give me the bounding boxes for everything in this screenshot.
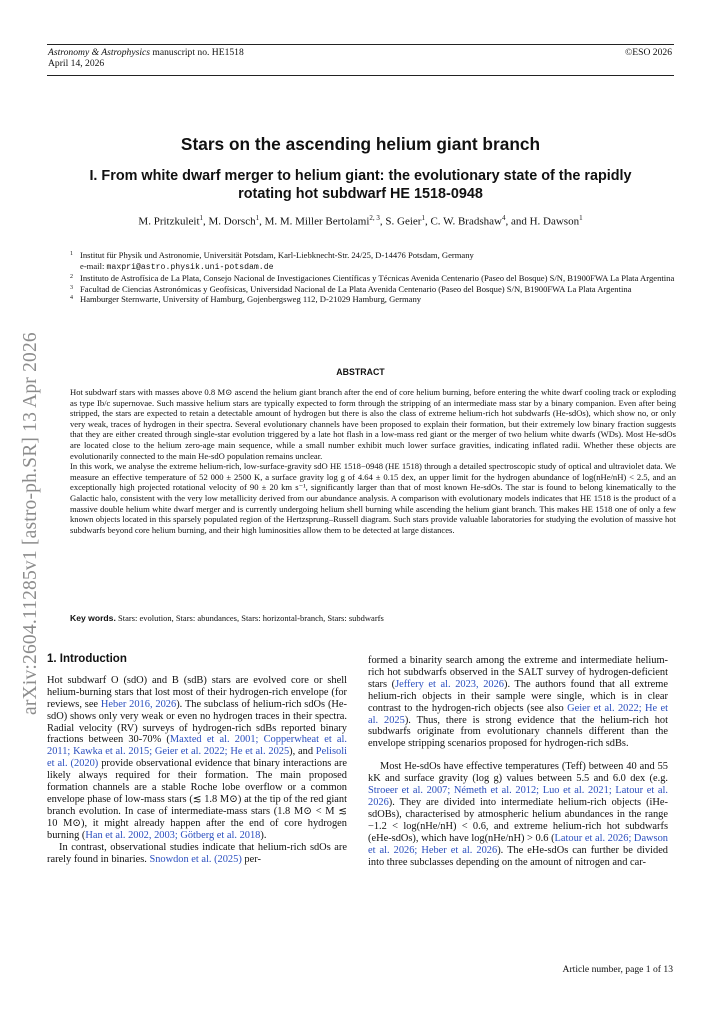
abstract-heading: ABSTRACT xyxy=(336,367,385,377)
journal-name: Astronomy & Astrophysics xyxy=(48,47,150,58)
body-text: ). xyxy=(260,829,267,841)
affiliation-4 xyxy=(70,294,675,305)
author-name: C. W. Bradshaw xyxy=(430,215,502,228)
body-text: formed a binarity search among the extreme and intermediate helium-rich hot subdwarfs observed in the SALT survey of hydrogen-deficient stars ( xyxy=(368,655,668,690)
body-text: ). Thus, there is strong evidence that the helium-rich hot subdwarfs originate from evolutionary channels different than the envelope stripping scenarios proposed for hydrogen-rich sdBs. xyxy=(368,714,668,750)
affiliation-list xyxy=(70,250,675,305)
affiliation-number: 1 xyxy=(70,251,73,257)
keywords-label: Key words. xyxy=(70,613,116,623)
abstract-paragraph-1: Hot subdwarf stars with masses above 0.8 M⊙ ascend the helium giant branch after the end of core helium burning, before entering the white dwarf cooling track or exploding as type Ib/c supernovae. Such massive helium stars are typically expected to form through the stripping of an intermediate mass star by a binary companion. Even after being stripped, the stars are expected to retain a detectable amount of hydrogen but there is also the class of extreme helium-rich hot subdwarfs (He-sdOs), which show no, or only very weak, traces of hydrogen in their spectra. Several evolutionary channels have been proposed to explain their formation, but their extremely low binary fraction suggests that they are either created through single-star evolution triggered by a late hot flash in a low-mass red giant or the merger of two helium white dwarfs (WDs). Most He-sdOs are located close to the helium zero-age main sequence, while a small number exhibit much lower surface gravities, indicating inflated radii. Whether these objects are evolutionarily connected to the main He-sdO population remains unclear. xyxy=(70,387,676,461)
author-email[interactable]: maxpri@astro.physik.uni-potsdam.de xyxy=(106,262,274,272)
manuscript-date: April 14, 2026 xyxy=(48,58,105,69)
citation-link[interactable]: Pelisoli et al. (2020) xyxy=(47,746,347,770)
affiliation-1 xyxy=(70,250,675,273)
paper-subtitle xyxy=(47,167,674,203)
author-name: S. Geier xyxy=(385,215,422,228)
body-text: Hot subdwarf O (sdO) and B (sdB) stars are evolved core or shell helium-burning stars that lost most of their hydrogen-rich envelope (for reviews, see xyxy=(47,674,347,710)
affiliation-text: Institut für Physik und Astronomie, Universität Potsdam, Karl-Liebknecht-Str. 24/25, D-14476 Potsdam, Germany xyxy=(80,250,474,260)
author-separator: , xyxy=(259,215,265,228)
author-separator: , xyxy=(424,215,431,228)
body-paragraph xyxy=(47,675,347,842)
body-paragraph xyxy=(368,761,668,868)
body-text: ). The authors found that all extreme helium-rich objects in their sample were single, which is in clear contrast to the hydrogen-rich objects (see also xyxy=(368,678,668,714)
citation-link[interactable]: Stroeer et al. 2007; Németh et al. 2012; Luo et al. 2021; Latour et al. 2026 xyxy=(368,785,668,808)
citation-link[interactable]: Jeffery et al. 2023, 2026 xyxy=(395,678,504,690)
affiliation-2 xyxy=(70,273,675,284)
manuscript-info xyxy=(48,47,244,69)
body-text: ). The eHe-sdOs can further be divided into three subclasses depending on the amount of nitrogen and car- xyxy=(368,844,669,868)
citation-link[interactable]: Heber 2016, 2026 xyxy=(100,698,177,710)
arxiv-stamp: arXiv:2604.11285v1 [astro-ph.SR] 13 Apr 2026 xyxy=(20,332,41,715)
paper-title: Stars on the ascending helium giant branch xyxy=(180,134,541,154)
abstract-paragraph-2: In this work, we analyse the extreme helium-rich, low-surface-gravity sdO HE 1518−0948 (HE 1518) through a detailed spectroscopic study of optical and ultraviolet data. We measure an effective temperature of 52 000 ± 2500 K, a surface gravity log g of 4.64 ± 0.15 dex, an upper limit for the hydrogen abundance of log(nHe/nH) < 2.5, and an exceptionally high projected rotational velocity of 90 ± 20 km s⁻¹, significantly larger than that of most known He-sdOs. The star is found to belong kinematically to the Galactic halo, consistent with the very low metallicity derived from our abundance analysis. A comparison with evolutionary models indicates that HE 1518 is the product of a massive double helium white dwarf merger and is currently undergoing helium shell burning while ascending the helium giant branch. This makes HE 1518 one of only a few known objects located in this sparsely populated region of the Hertzsprung–Russell diagram. Such stars provide valuable laboratories for studying the evolution of massive hot subdwarfs beyond core helium burning, and their high luminosities allow them to be detected at large distances. xyxy=(70,461,676,535)
affiliation-number: 2 xyxy=(70,274,73,281)
body-paragraph xyxy=(47,842,347,866)
body-text: ), and xyxy=(289,746,316,758)
citation-link[interactable]: Han et al. 2002, 2003; Götberg et al. 2018 xyxy=(85,829,261,841)
author-affiliation-mark: 1 xyxy=(199,214,204,222)
author-separator: , xyxy=(379,215,386,228)
author-list xyxy=(47,214,674,228)
abstract xyxy=(70,387,676,535)
affiliation-number: 3 xyxy=(70,284,73,291)
manuscript-number: manuscript no. HE1518 xyxy=(149,47,244,58)
author-affiliation-mark: 2, 3 xyxy=(369,214,380,222)
citation-link[interactable]: Snowdon et al. (2025) xyxy=(149,853,242,865)
author-name: M. Dorsch xyxy=(208,215,256,228)
affiliation-number: 4 xyxy=(70,295,73,302)
section-heading: 1. Introduction xyxy=(47,653,127,665)
author-affiliation-mark: 1 xyxy=(579,214,583,222)
keywords xyxy=(70,613,676,623)
body-text: ). They are divided into intermediate helium-rich objects (iHe-sdOBs), characterised by atmospheric helium abundances in the range −1.2 < log(nHe/nH) < 0.6, and extreme helium-rich hot subdwarfs (eHe-sdOs), which have log(nHe/nH) > 0.6 ( xyxy=(368,796,668,844)
affiliation-text: Facultad de Ciencias Astronómicas y Geofísicas, Universidad Nacional de La Plata Avenida Centenario (Paseo del Bosque) S/N, B1900FWA La Plata Argentina xyxy=(80,283,632,294)
body-text: In contrast, observational studies indicate that helium-rich sdOs are rarely found in binaries. xyxy=(47,841,347,865)
body-text: provide observational evidence that binary interactions are likely always required for their formation. The main proposed formation channels are a stable Roche lobe overflow or a common envelope phase of low-mass stars (≲ 1.8 M⊙) at the tip of the red giant branch evolution. In case of intermediate-mass stars (1.8 M⊙ < M ≲ 10 M⊙), it might already happen after the end of core hydrogen burning ( xyxy=(47,758,347,841)
body-text: ). The subclass of helium-rich sdOs (He-sdO) shows only very weak or even no hydrogen traces in their spectra. Radial velocity (RV) surveys of hydrogen-rich sdBs reported binary fractions between 30-70% ( xyxy=(47,698,347,746)
author-name: H. Dawson xyxy=(529,215,580,228)
author-separator: , xyxy=(203,215,209,228)
author-affiliation-mark: 1 xyxy=(255,214,260,222)
subtitle-line-2: rotating hot subdwarf HE 1518-0948 xyxy=(238,186,483,202)
body-text: Most He-sdOs have effective temperatures (Teff) between 40 and 55 kK and surface gravity (log g) values between 5.5 and 6.0 dex (e.g. xyxy=(368,761,668,785)
left-column xyxy=(47,654,347,865)
author-separator: , and xyxy=(505,215,530,228)
affiliation-text: Hamburger Sternwarte, University of Hamburg, Gojenbergsweg 112, D-21029 Hamburg, Germany xyxy=(80,294,422,305)
right-column xyxy=(368,655,668,868)
citation-link[interactable]: Geier et al. 2022; He et al. 2025 xyxy=(368,702,668,726)
author-affiliation-mark: 4 xyxy=(501,214,506,222)
affiliation-3 xyxy=(70,284,675,295)
page-footer: Article number, page 1 of 13 xyxy=(562,964,673,975)
email-label: e-mail: xyxy=(80,260,107,271)
keywords-list: Stars: evolution, Stars: abundances, Stars: horizontal-branch, Stars: subdwarfs xyxy=(115,613,384,623)
author-name: M. Pritzkuleit xyxy=(138,215,200,228)
citation-link[interactable]: Maxted et al. 2001; Copperwheat et al. 2011; Kawka et al. 2015; Geier et al. 2022; He et al. 2025 xyxy=(47,734,347,758)
citation-link[interactable]: Latour et al. 2026; Dawson et al. 2026; Heber et al. 2026 xyxy=(368,832,668,856)
copyright-notice: ©ESO 2026 xyxy=(625,47,672,58)
subtitle-line-1: I. From white dwarf merger to helium giant: the evolutionary state of the rapidly xyxy=(89,168,632,184)
body-text: per- xyxy=(241,853,261,865)
author-name: M. M. Miller Bertolami xyxy=(264,215,370,228)
affiliation-text: Instituto de Astrofísica de La Plata, Consejo Nacional de Investigaciones Científicas y Técnicas Avenida Centenario (Paseo del Bosque) S/N, B1900FWA La Plata Argentina xyxy=(80,273,675,284)
author-affiliation-mark: 1 xyxy=(421,214,425,222)
body-paragraph xyxy=(368,655,668,750)
running-header xyxy=(47,44,674,76)
